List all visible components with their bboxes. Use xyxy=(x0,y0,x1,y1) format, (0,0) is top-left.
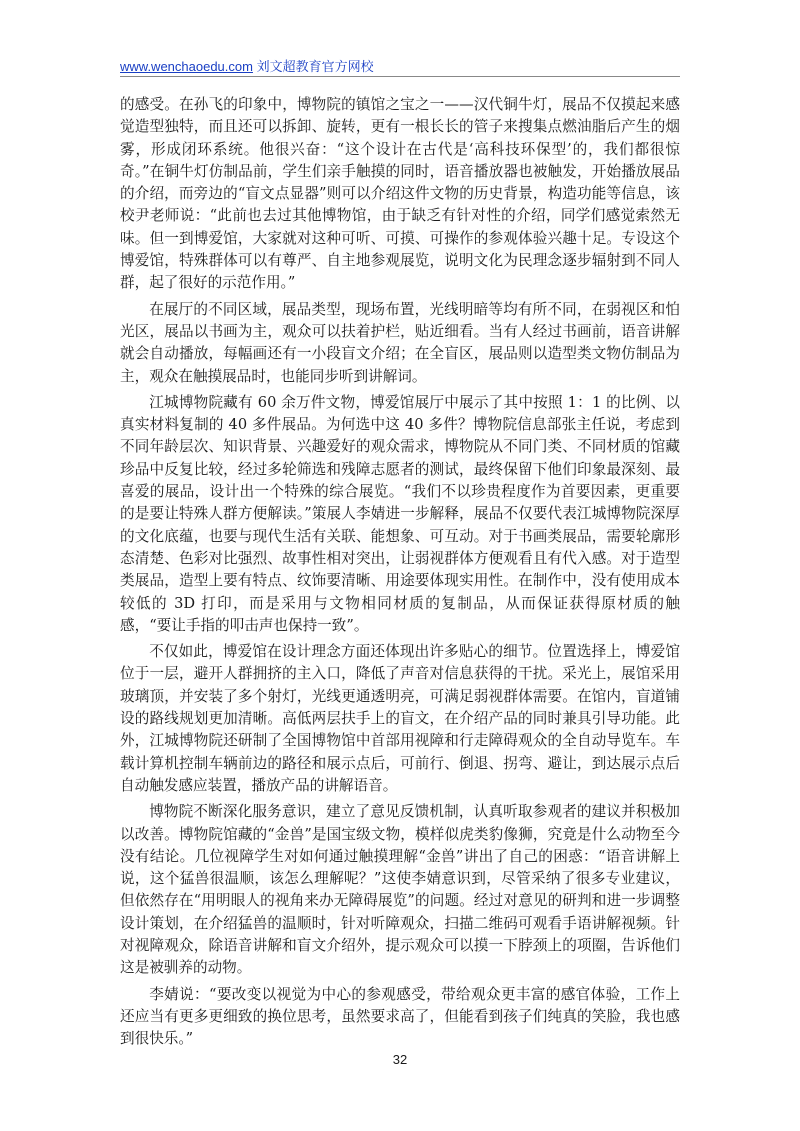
paragraph: 在展厅的不同区域，展品类型，现场布置，光线明暗等均有所不同，在弱视区和怕光区，展品以书画为主，观众可以扶着护栏，贴近细看。当有人经过书画前，语音讲解就会自动播放，每幅画还有一小段盲文介绍；在全盲区，展品则以造型类文物仿制品为主，观众在触摸展品时，也能同步听到讲解词。 xyxy=(120,300,680,385)
site-name: 刘文超教育官方网校 xyxy=(256,59,374,74)
page-header xyxy=(120,56,680,75)
site-url-link[interactable]: www.wenchaoedu.com xyxy=(120,59,253,74)
page-number: 32 xyxy=(392,1052,408,1067)
paragraph: 博物院不断深化服务意识，建立了意见反馈机制，认真听取参观者的建议并积极加以改善。博物院馆藏的“金兽”是国宝级文物，模样似虎类豹像狮，究竟是什么动物至今没有结论。几位视障学生对如何通过触摸理解“金兽”讲出了自己的困惑：“语音讲解上说，这个猛兽很温顺，该怎么理解呢？”这使李婧意识到，尽管采纳了很多专业建议，但依然存在“用明眼人的视角来办无障碍展览”的问题。经过对意见的研判和进一步调整设计策划，在介绍猛兽的温顺时，针对听障观众，扫描二维码可观看手语讲解视频。针对视障观众，除语音讲解和盲文介绍外，提示观众可以摸一下脖颈上的项圈，告诉他们这是被驯养的动物。 xyxy=(120,803,680,977)
article-body xyxy=(120,94,680,1054)
paragraph: 的感受。在孙飞的印象中，博物院的镇馆之宝之一——汉代铜牛灯，展品不仅摸起来感觉造型独特，而且还可以拆卸、旋转，更有一根长长的管子来搜集点燃油脂后产生的烟雾，形成闭环系统。他很兴奋：“这个设计在古代是‘高科技环保型’的，我们都很惊奇。”在铜牛灯仿制品前，学生们亲手触摸的同时，语音播放器也被触发，开始播放展品的介绍，而旁边的“盲文点显器”则可以介绍这件文物的历史背景，构造功能等信息，该校尹老师说：“此前也去过其他博物馆，由于缺乏有针对性的介绍，同学们感觉索然无味。但一到博爱馆，大家就对这种可听、可摸、可操作的参观体验兴趣十足。专设这个博爱馆，特殊群体可以有尊严、自主地参观展览，说明文化为民理念逐步辐射到不同人群，起了很好的示范作用。” xyxy=(120,96,680,292)
paragraph: 不仅如此，博爱馆在设计理念方面还体现出许多贴心的细节。位置选择上，博爱馆位于一层，避开人群拥挤的主入口，降低了声音对信息获得的干扰。采光上，展馆采用玻璃顶，并安装了多个射灯，光线更通透明亮，可满足弱视群体需要。在馆内，盲道铺设的路线规划更加清晰。高低两层扶手上的盲文，在介绍产品的同时兼具引导功能。此外，江城博物院还研制了全国博物馆中首部用视障和行走障碍观众的全自动导览车。车载计算机控制车辆前边的路径和展示点后，可前行、倒退、拐弯、避让，到达展示点后自动触发感应装置，播放产品的讲解语音。 xyxy=(120,643,680,794)
paragraph: 江城博物院藏有 60 余万件文物，博爱馆展厅中展示了其中按照 1：1 的比例、以真实材料复制的 40 多件展品。为何选中这 40 多件？博物院信息部张主任说，考虑到不同年龄层次、知识背景、兴趣爱好的观众需求，博物院从不同门类、不同材质的馆藏珍品中反复比较，经过多轮筛选和残障志愿者的测试，最终保留下他们印象最深刻、最喜爱的展品，设计出一个特殊的综合展览。“我们不以珍贵程度作为首要因素，更重要的是要让特殊人群方便解读。”策展人李婧进一步解释，展品不仅要代表江城博物院深厚的文化底蕴，也要与现代生活有关联、能想象、可互动。对于书画类展品，需要轮廓形态清楚、色彩对比强烈、故事性相对突出，让弱视群体方便观看且有代入感。对于造型类展品，造型上要有特点、纹饰要清晰、用途要体现实用性。在制作中，没有使用成本较低的 3D 打印，而是采用与文物相同材质的复制品，从而保证获得原材质的触感，“要让手指的叩击声也保持一致”。 xyxy=(120,393,680,634)
header-divider xyxy=(120,76,680,77)
paragraph: 李婧说：“要改变以视觉为中心的参观感受，带给观众更丰富的感官体验，工作上还应当有更多更细致的换位思考，虽然要求高了，但能看到孩子们纯真的笑脸，我也感到很快乐。” xyxy=(120,985,680,1048)
